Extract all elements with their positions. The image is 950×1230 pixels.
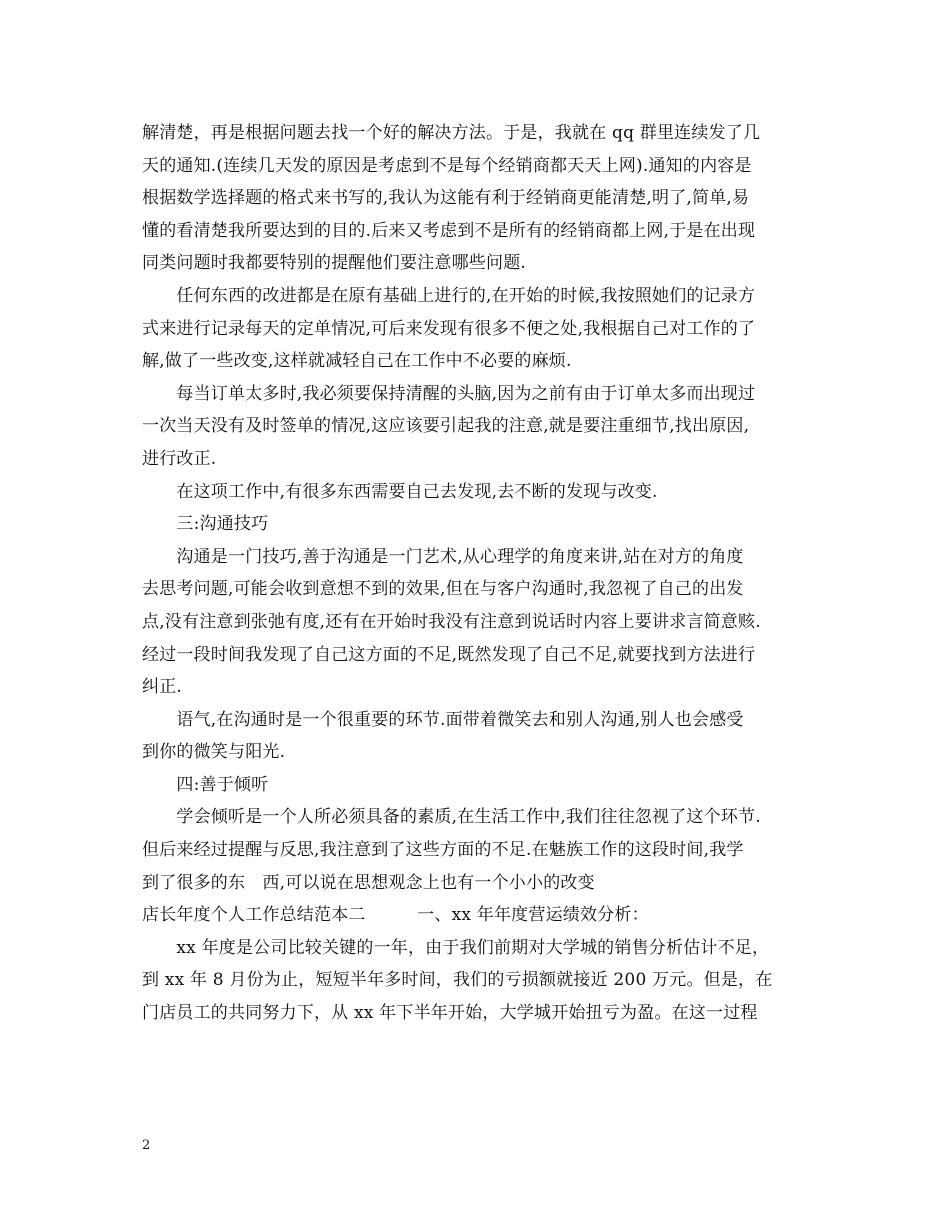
section-heading: 四:善于倾听: [142, 774, 269, 795]
text-line: 但后来经过提醒与反思,我注意到了这些方面的不足.在魅族工作的这段时间,我学: [142, 840, 744, 861]
text-line: 在这项工作中,有很多东西需要自己去发现,去不断的发现与改变.: [142, 481, 658, 502]
text-line: 到 xx 年 8 月份为止，短短半年多时间，我们的亏损额就接近 200 万元。但是，在: [142, 970, 773, 991]
text-line: 沟通是一门技巧,善于沟通是一门艺术,从心理学的角度来讲,站在对方的角度: [142, 546, 744, 567]
text-line: 进行改正.: [142, 448, 217, 469]
text-line: 每当订单太多时,我必须要保持清醒的头脑,因为之前有由于订单太多而出现过: [142, 383, 756, 404]
page-number: 2: [142, 1138, 151, 1153]
text-line: 懂的看清楚我所要达到的目的.后来又考虑到不是所有的经销商都上网,于是在出现: [142, 220, 756, 241]
text-line: 解清楚，再是根据问题去找一个好的解决方法。于是，我就在 qq 群里连续发了几: [142, 123, 761, 143]
text-line: 天的通知.(连续几天发的原因是考虑到不是每个经销商都天天上网).通知的内容是: [142, 155, 752, 176]
text-line: xx 年度是公司比较关键的一年，由于我们前期对大学城的销售分析估计不足，: [142, 937, 770, 958]
text-line: 根据数学选择题的格式来书写的,我认为这能有利于经销商更能清楚,明了,简单,易: [142, 188, 750, 209]
text-line: 解,做了一些改变,这样就减轻自己在工作中不必要的麻烦.: [142, 351, 572, 372]
text-line: 点,没有注意到张弛有度,还有在开始时我没有注意到说话时内容上要讲求言简意赅.: [142, 611, 761, 632]
text-line: 式来进行记录每天的定单情况,可后来发现有很多不便之处,我根据自己对工作的了: [142, 318, 756, 339]
text-line: 纠正.: [142, 677, 183, 698]
text-line: 语气,在沟通时是一个很重要的环节.面带着微笑去和别人沟通,别人也会感受: [142, 709, 744, 730]
body-text: [142, 117, 826, 1030]
text-line: 经过一段时间我发现了自己这方面的不足,既然发现了自己不足,就要找到方法进行: [142, 644, 756, 665]
text-line: 一次当天没有及时签单的情况,这应该要引起我的注意,就是要注重细节,找出原因,: [142, 416, 750, 437]
text-line: 去思考问题,可能会收到意想不到的效果,但在与客户沟通时,我忽视了自己的出发: [142, 579, 744, 600]
text-line: 同类问题时我都要特别的提醒他们要注意哪些问题.: [142, 253, 527, 274]
article-title-line: 店长年度个人工作总结范本二 一、xx 年年度营运绩效分析：: [142, 905, 649, 926]
text-line: 到你的微笑与阳光.: [142, 742, 286, 763]
section-heading: 三:沟通技巧: [142, 514, 269, 535]
text-line: 门店员工的共同努力下，从 xx 年下半年开始，大学城开始扭亏为盈。在这一过程: [142, 1003, 758, 1024]
text-line: 任何东西的改进都是在原有基础上进行的,在开始的时候,我按照她们的记录方: [142, 285, 756, 306]
text-line: 到了很多的东 西,可以说在思想观念上也有一个小小的改变: [142, 872, 595, 893]
text-line: 学会倾听是一个人所必须具备的素质,在生活工作中,我们往往忽视了这个环节.: [142, 807, 761, 828]
